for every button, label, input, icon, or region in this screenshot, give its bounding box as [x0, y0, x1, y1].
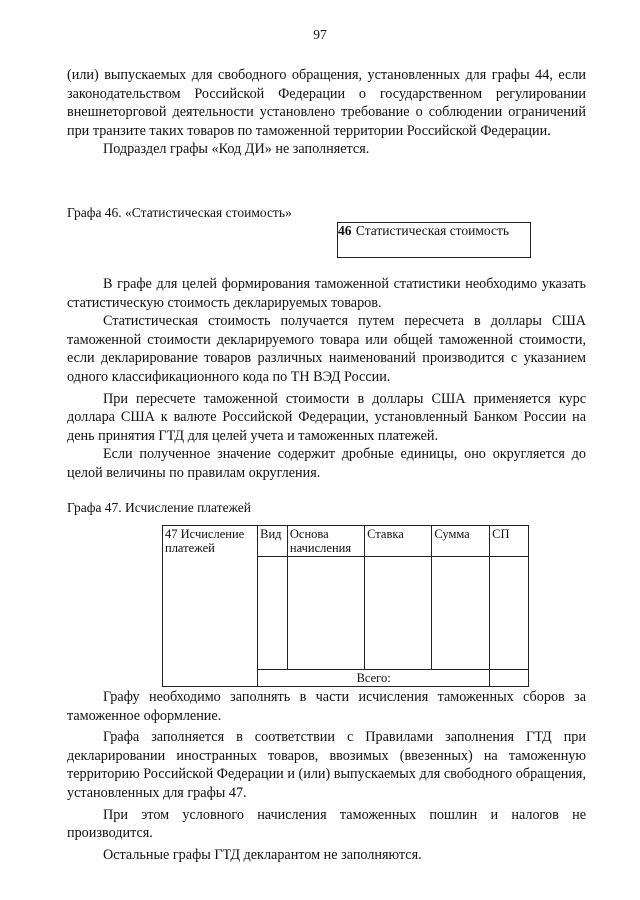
section-47-heading: Графа 47. Исчисление платежей	[67, 500, 251, 515]
field-46-label: Статистическая стоимость	[355, 223, 510, 238]
section-47-text	[67, 688, 586, 864]
page-number: 97	[313, 27, 327, 42]
field-47-table	[162, 525, 529, 687]
total-value-cell	[490, 670, 529, 687]
table-cell-basis	[287, 557, 364, 670]
section-47-paragraph: Остальные графы ГТД декларантом не заполняются.	[103, 846, 422, 863]
column-header-sp: СП	[490, 526, 529, 557]
field-46-box	[337, 222, 531, 258]
column-header-sum: Сумма	[432, 526, 490, 557]
field-46-number: 46	[338, 223, 352, 238]
column-header-vid: Вид	[258, 526, 288, 557]
section-46-paragraph: При пересчете таможенной стоимости в доллары США применяется курс доллара США к валюте Российской Федерации, установленный Банком России на день принятия ГТД для целей учета и таможенных платежей.	[67, 390, 586, 444]
table-cell-vid	[258, 557, 288, 670]
section-46-paragraph: В графе для целей формирования таможенной статистики необходимо указать статистическую стоимость декларируемых товаров.	[67, 276, 586, 311]
section-47-paragraph: При этом условного начисления таможенных пошлин и налогов не производится.	[67, 806, 586, 842]
intro-note: Подраздел графы «Код ДИ» не заполняется.	[103, 141, 370, 158]
column-header-basis: Основа начисления	[287, 526, 364, 557]
section-46-paragraph: Если полученное значение содержит дробные единицы, оно округляется до целой величины по правилам округления.	[67, 446, 586, 481]
section-46-heading: Графа 46. «Статистическая стоимость»	[67, 205, 292, 220]
intro-text	[67, 66, 586, 159]
section-46-paragraph: Статистическая стоимость получается путем пересчета в доллары США таможенной стоимости декларируемого товара или общей таможенной стоимости, если декларирование товаров различных наименований производится с указанием одного классификационного кода по ТН ВЭД России.	[67, 313, 586, 385]
section-47-paragraph: Графа заполняется в соответствии с Правилами заполнения ГТД при декларировании иностранных товаров, ввозимых (ввезенных) на таможенную территорию Российской Федерации и (или) выпускаемых для свободного обращения, установленных для графы 47.	[67, 729, 586, 801]
intro-paragraph: (или) выпускаемых для свободного обращения, установленных для графы 44, если законодательством Российской Федерации о государственном регулировании внешнеторговой деятельности установлено требование о соблюдении ограничений при транзите таких товаров по таможенной территории Российской Федерации.	[67, 67, 586, 139]
total-label-cell: Всего:	[258, 670, 490, 687]
section-46-text	[67, 275, 586, 483]
table-cell-sp	[490, 557, 529, 670]
column-header-rate: Ставка	[365, 526, 432, 557]
table-cell-sum	[432, 557, 490, 670]
section-47-paragraph: Графу необходимо заполнять в части исчисления таможенных сборов за таможенное оформление.	[67, 689, 586, 724]
field-47-title-cell: 47 Исчисление платежей	[163, 526, 258, 687]
table-cell-rate	[365, 557, 432, 670]
